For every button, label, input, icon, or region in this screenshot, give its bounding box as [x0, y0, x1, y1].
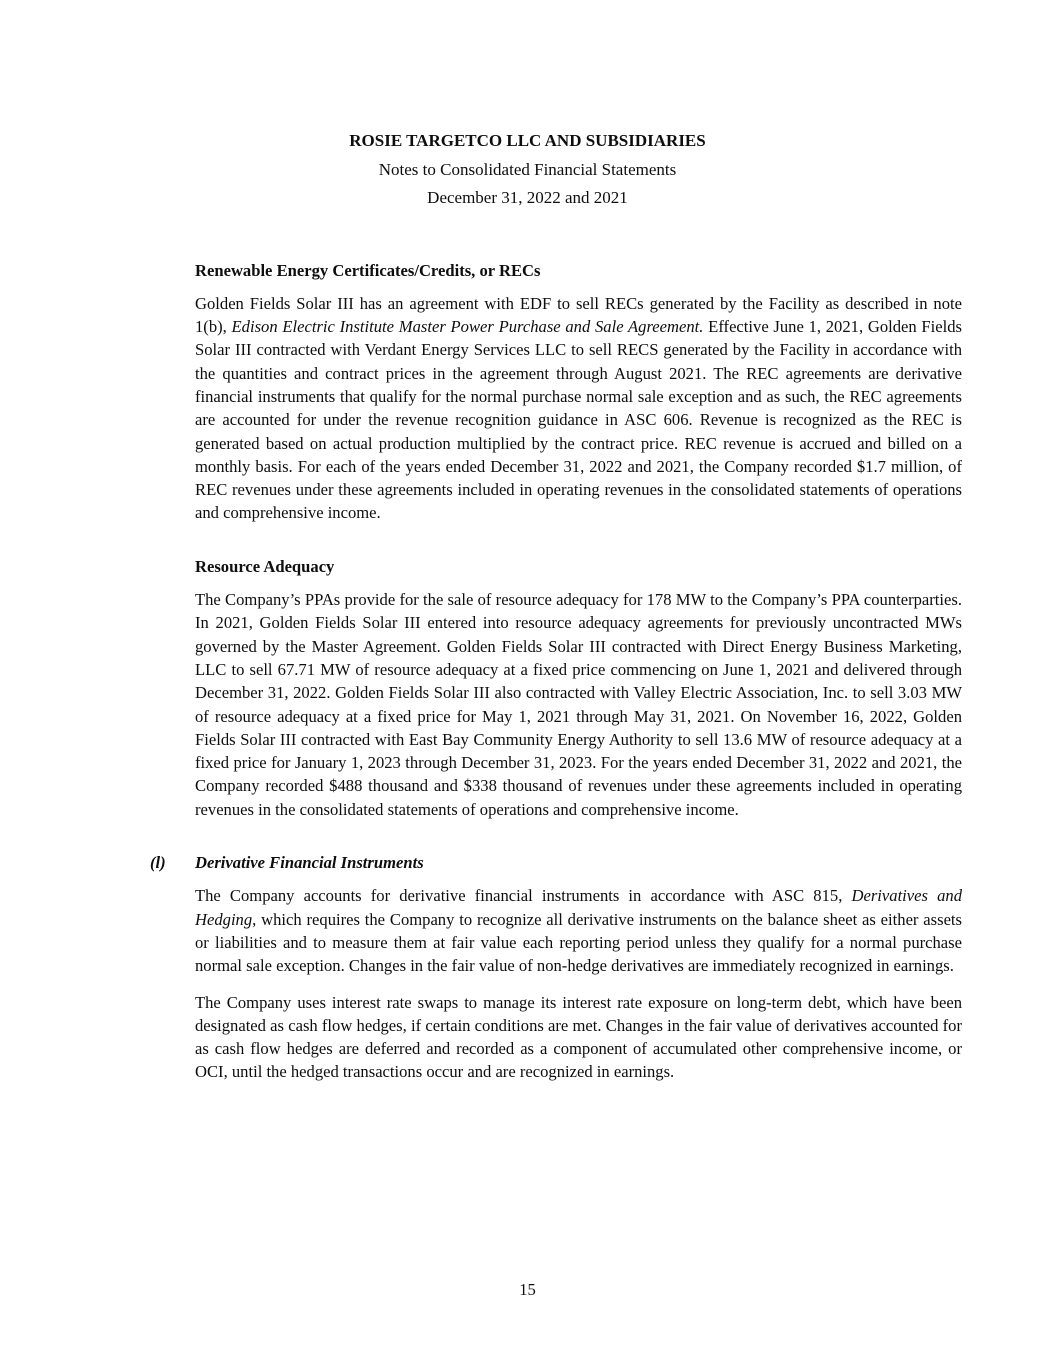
document-title: ROSIE TARGETCO LLC AND SUBSIDIARIES	[349, 131, 706, 150]
paragraph-derivatives-2: The Company uses interest rate swaps to manage its interest rate exposure on long-term debt, which have been designated as cash flow hedges, if certain conditions are met. Changes in the fair value of derivatives accounted for as cash flow hedges are deferred and recorded as a component of accumulated other comprehensive income, or OCI, until the hedged transactions occur and are recognized in earnings.	[195, 992, 962, 1082]
section-heading-derivatives	[150, 851, 962, 874]
document-dateline: December 31, 2022 and 2021	[427, 188, 628, 207]
document-body	[150, 259, 962, 1084]
section-recs	[195, 259, 962, 525]
document-header	[0, 0, 1055, 213]
document-subtitle: Notes to Consolidated Financial Statements	[378, 159, 677, 179]
section-heading-text: Derivative Financial Instruments	[195, 853, 424, 873]
section-heading-recs: Renewable Energy Certificates/Credits, or RECs	[195, 260, 541, 280]
section-resource-adequacy	[195, 555, 962, 821]
paragraph-derivatives-1: The Company accounts for derivative financial instruments in accordance with ASC 815, Derivatives and Hedging, which requires the Company to recognize all derivative instruments on the balance sheet as either assets or liabilities and to measure them at fair value each reporting period unless they qualify for a normal purchase normal sale exception. Changes in the fair value of non-hedge derivatives are immediately recognized in earnings.	[195, 886, 962, 976]
section-derivative-financial-instruments	[150, 851, 962, 1084]
section-label: (l)	[150, 853, 166, 873]
section-heading-resource-adequacy: Resource Adequacy	[195, 556, 335, 576]
page-number: 15	[519, 1280, 536, 1299]
paragraph-resource-adequacy: The Company’s PPAs provide for the sale of resource adequacy for 178 MW to the Company’s PPA counterparties. In 2021, Golden Fields Solar III entered into resource adequacy agreements for previously uncontracted MWs governed by the Master Agreement. Golden Fields Solar III contracted with Direct Energy Business Marketing, LLC to sell 67.71 MW of resource adequacy at a fixed price commencing on June 1, 2021 and delivered through December 31, 2022. Golden Fields Solar III also contracted with Valley Electric Association, Inc. to sell 3.03 MW of resource adequacy at a fixed price for May 1, 2021 through May 31, 2021. On November 16, 2022, Golden Fields Solar III contracted with East Bay Community Energy Authority to sell 13.6 MW of resource adequacy at a fixed price for January 1, 2023 through December 31, 2023. For the years ended December 31, 2022 and 2021, the Company recorded $488 thousand and $338 thousand of revenues under these agreements included in operating revenues in the consolidated statements of operations and comprehensive income.	[195, 590, 962, 819]
paragraph-recs: Golden Fields Solar III has an agreement with EDF to sell RECs generated by the Facility as described in note 1(b), Edison Electric Institute Master Power Purchase and Sale Agreement. Effective June 1, 2021, Golden Fields Solar III contracted with Verdant Energy Services LLC to sell RECS generated by the Facility in accordance with the quantities and contract prices in the agreement through August 2021. The REC agreements are derivative financial instruments that qualify for the normal purchase normal sale exception and as such, the REC agreements are accounted for under the revenue recognition guidance in ASC 606. Revenue is recognized as the REC is generated based on actual production multiplied by the contract price. REC revenue is accrued and billed on a monthly basis. For each of the years ended December 31, 2022 and 2021, the Company recorded $1.7 million, of REC revenues under these agreements included in operating revenues in the consolidated statements of operations and comprehensive income.	[195, 293, 962, 523]
